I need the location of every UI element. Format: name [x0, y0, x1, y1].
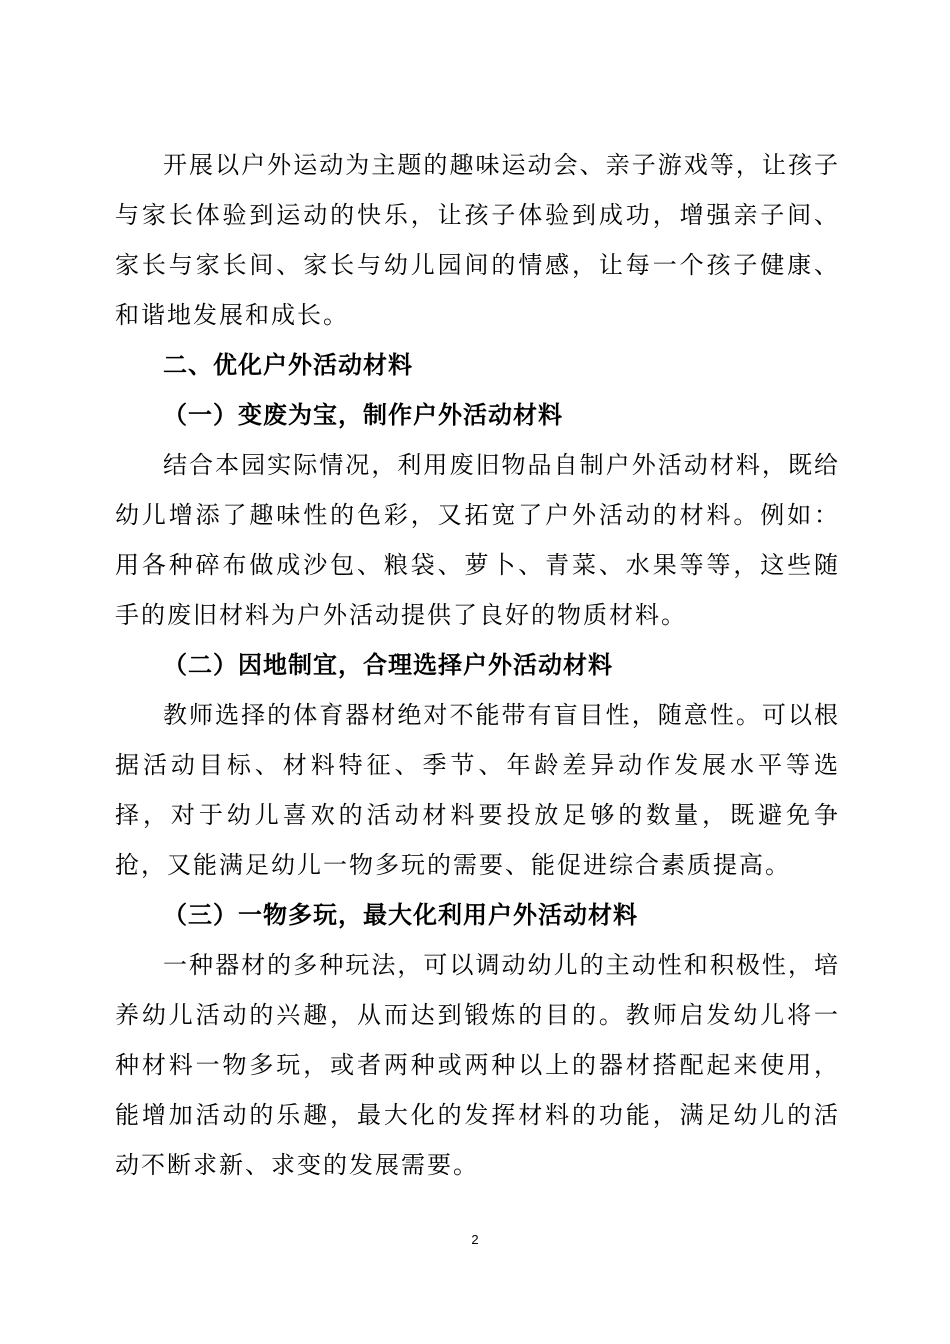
- paragraph-recycled-materials: 结合本园实际情况，利用废旧物品自制户外活动材料，既给幼儿增添了趣味性的色彩，又拓宽了户外活动的材料。例如：用各种碎布做成沙包、粮袋、萝卜、青菜、水果等等，这些随手的废旧材料为户外活动提供了良好的物质材料。: [115, 451, 840, 629]
- subsection-heading-3: （三）一物多玩，最大化利用户外活动材料: [163, 900, 638, 929]
- page-number: 2: [471, 1232, 479, 1247]
- subsection-heading-2: （二）因地制宜，合理选择户外活动材料: [163, 650, 613, 679]
- paragraph-material-selection: 教师选择的体育器材绝对不能带有盲目性，随意性。可以根据活动目标、材料特征、季节、年龄差异动作发展水平等选择，对于幼儿喜欢的活动材料要投放足够的数量，既避免争抢，又能满足幼儿一物多玩的需要、能促进综合素质提高。: [115, 701, 840, 879]
- page-body: [115, 140, 840, 1190]
- section-heading-2: 二、优化户外活动材料: [163, 350, 413, 379]
- paragraph-multi-use: 一种器材的多种玩法，可以调动幼儿的主动性和积极性，培养幼儿活动的兴趣，从而达到锻炼的目的。教师启发幼儿将一种材料一物多玩，或者两种或两种以上的器材搭配起来使用，能增加活动的乐趣，最大化的发挥材料的功能，满足幼儿的活动不断求新、求变的发展需要。: [115, 951, 840, 1179]
- subsection-heading-1: （一）变废为宝，制作户外活动材料: [163, 400, 563, 429]
- paragraph-family-sports: 开展以户外运动为主题的趣味运动会、亲子游戏等，让孩子与家长体验到运动的快乐，让孩子体验到成功，增强亲子间、家长与家长间、家长与幼儿园间的情感，让每一个孩子健康、和谐地发展和成长。: [115, 151, 840, 329]
